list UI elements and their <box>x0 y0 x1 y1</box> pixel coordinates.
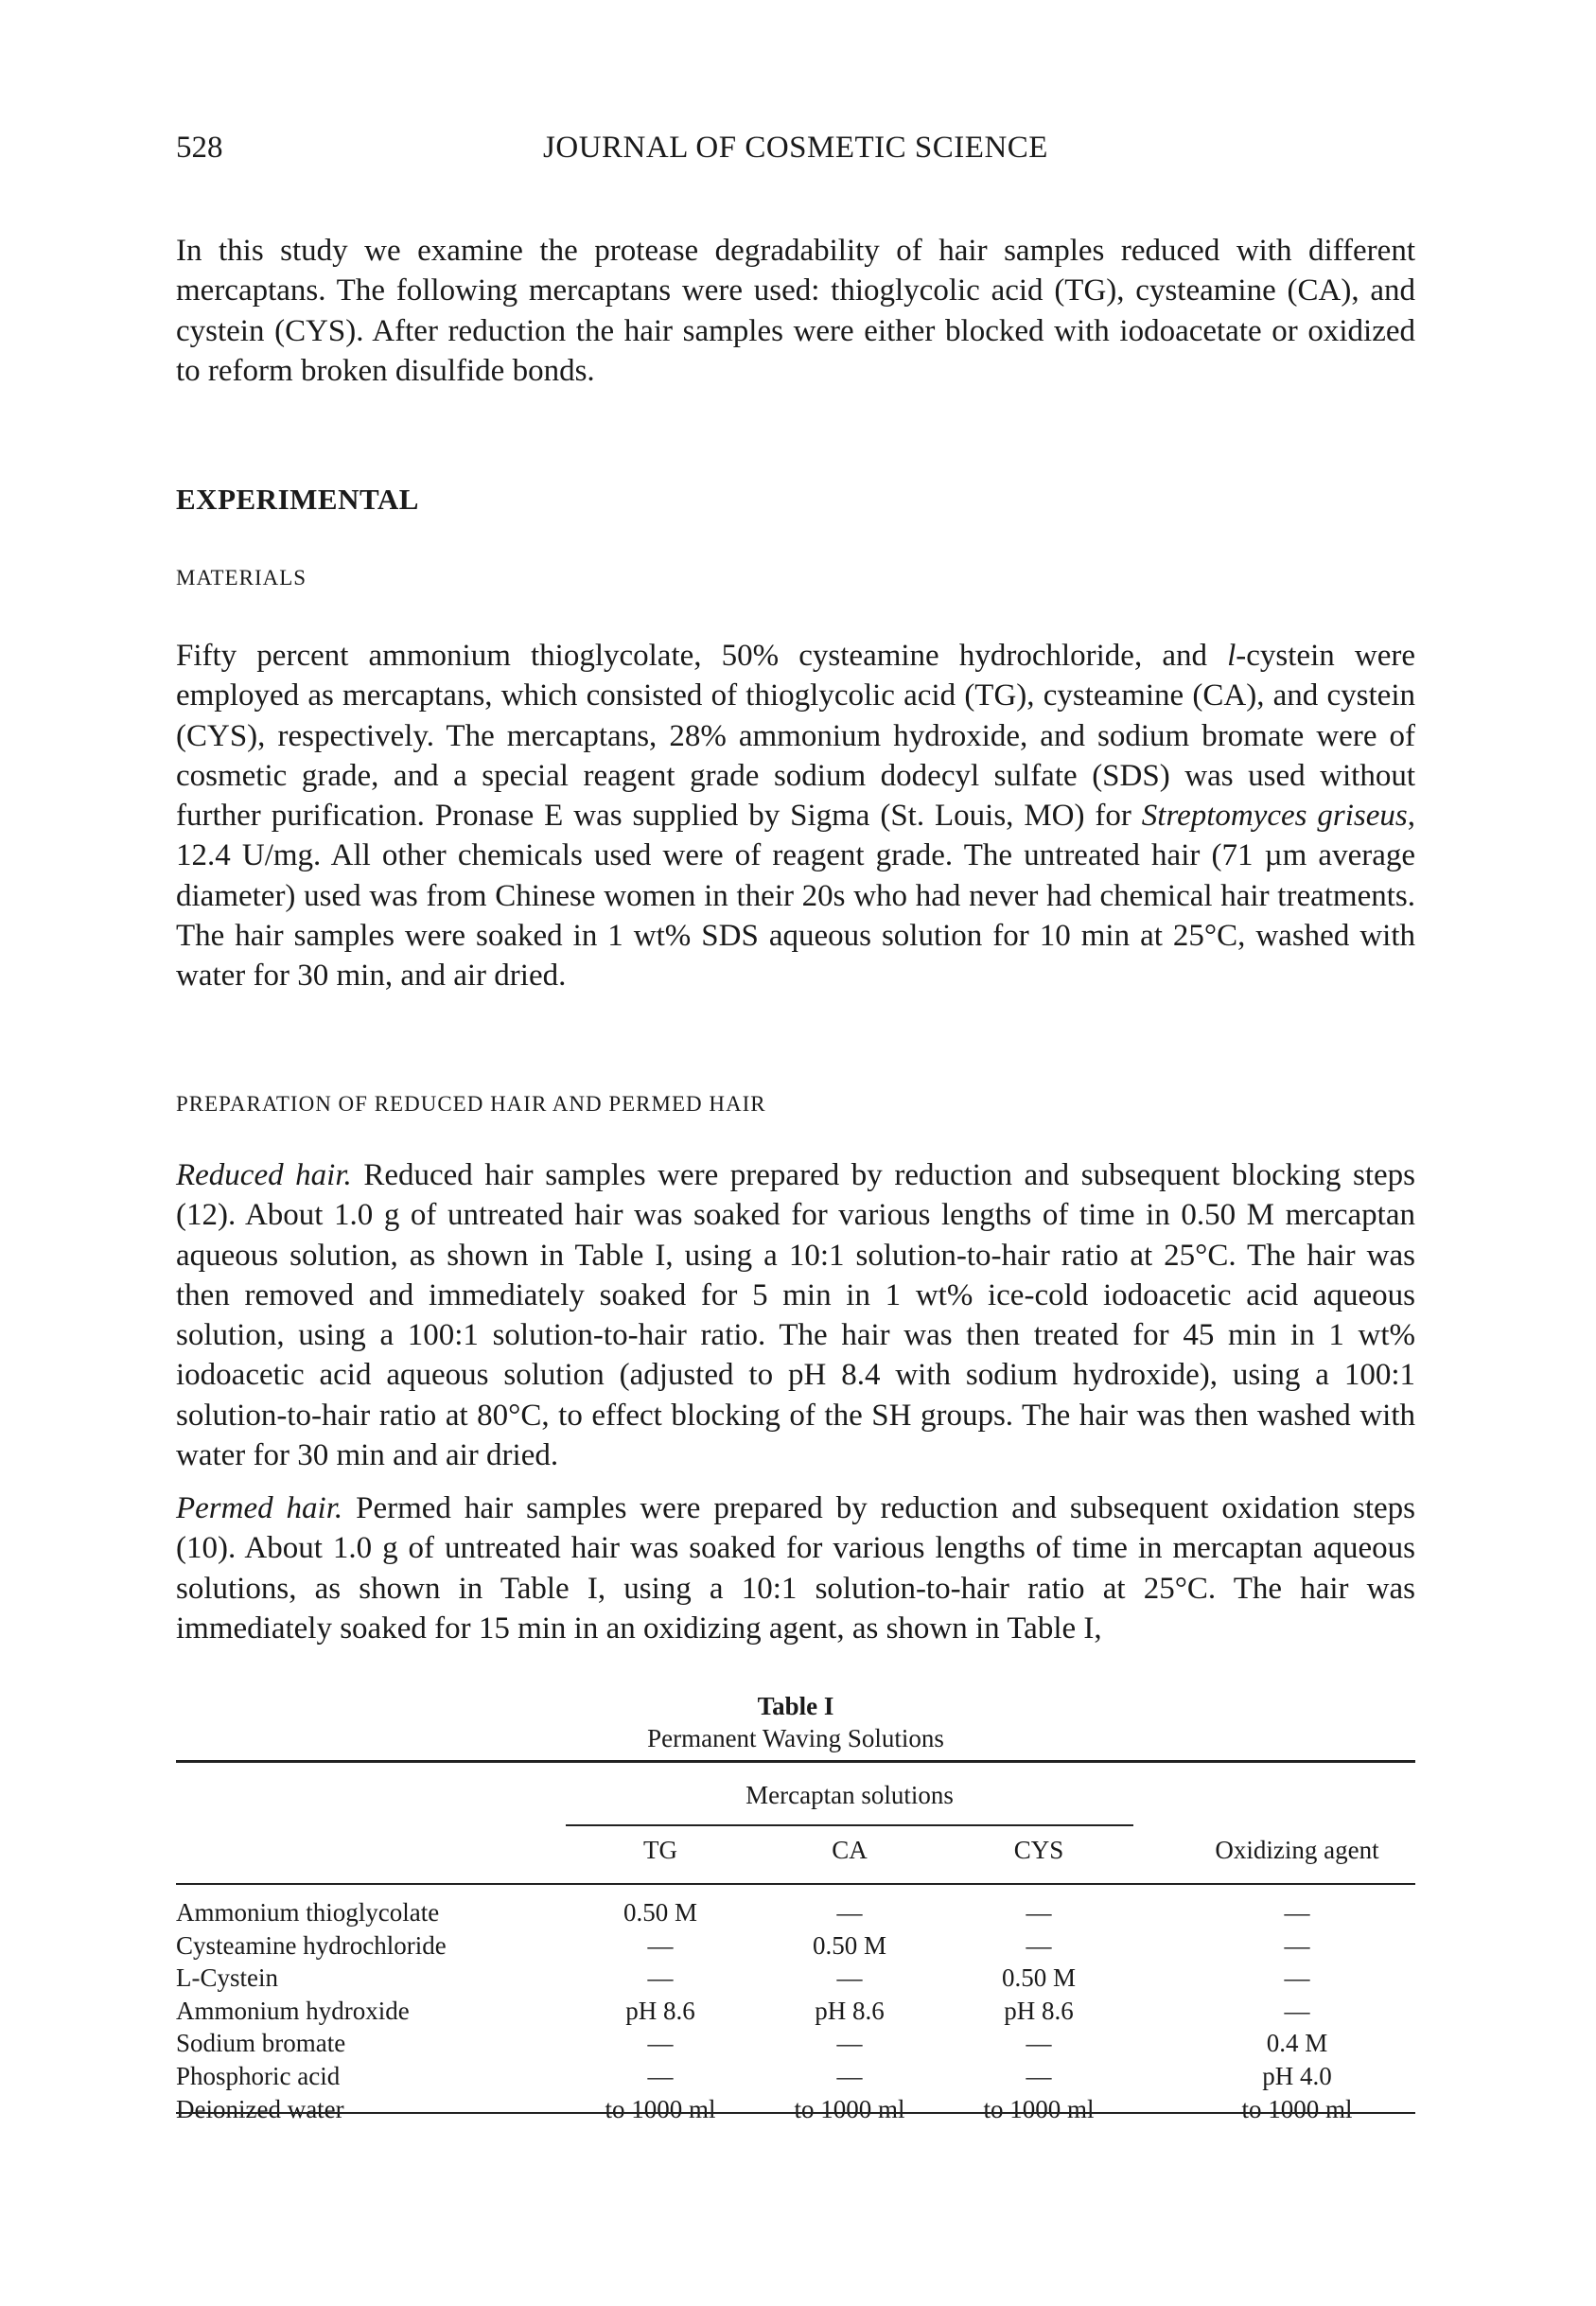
l-prefix: l <box>1227 639 1236 673</box>
column-header-ca: CA <box>832 1836 868 1864</box>
row-label: Ammonium thioglycolate <box>176 1898 440 1927</box>
table-cell: — <box>1026 2029 1052 2058</box>
reduced-hair-paragraph <box>176 1155 1415 1475</box>
table-group-header: Mercaptan solutions <box>745 1781 954 1809</box>
table-cell: — <box>1284 1930 1310 1960</box>
journal-title: JOURNAL OF COSMETIC SCIENCE <box>543 131 1048 165</box>
column-header-cys: CYS <box>1013 1836 1064 1864</box>
table-cell: to 1000 ml <box>794 2094 905 2123</box>
materials-paragraph <box>176 636 1415 996</box>
reduced-hair-runin: Reduced hair. <box>176 1158 352 1192</box>
materials-text-3: , 12.4 U/mg. All other chemicals used were of reagent grade. The untreated hair (71 µm average diameter) used was from Chinese women in their 20s who had never had chemical hair treatments. The hair samples were soaked in 1 wt% SDS aqueous solution for 10 min at 25°C, washed with water for 30 min, and air dried. <box>176 799 1415 994</box>
table-cell: pH 8.6 <box>1004 1996 1074 2025</box>
table-cell: 0.50 M <box>812 1930 886 1960</box>
row-label: Ammonium hydroxide <box>176 1996 410 2025</box>
table-row <box>176 1929 1415 1963</box>
table-cell: — <box>647 1963 674 1993</box>
species-name: Streptomyces griseus <box>1141 799 1408 834</box>
reduced-hair-text: Reduced hair samples were prepared by reduction and subsequent blocking steps (12). About 1.0 g of untreated hair was soaked for various lengths of time in 0.50 M mercaptan aqueous solution, as shown in Table I, using a 10:1 solution-to-hair ratio at 25°C. The hair was then removed and immediately soaked for 5 min in 1 wt% ice-cold iodoacetic acid aqueous solution, using a 100:1 solution-to-hair ratio. The hair was then treated for 45 min in 1 wt% iodoacetic acid aqueous solution (adjusted to pH 8.4 with sodium hydroxide), using a 100:1 solution-to-hair ratio at 80°C, to effect blocking of the SH groups. The hair was then washed with water for 30 min and air dried. <box>176 1158 1416 1473</box>
table-cell: to 1000 ml <box>1241 2094 1353 2123</box>
table-caption <box>176 1690 1415 1754</box>
running-header <box>176 131 1415 168</box>
table-body <box>176 1896 1415 2125</box>
table-cell: — <box>836 2061 863 2090</box>
table-cell: 0.50 M <box>623 1898 697 1927</box>
table-cell: — <box>1284 1963 1310 1993</box>
table-cell: — <box>1284 1898 1310 1927</box>
permed-hair-text: Permed hair samples were prepared by reduction and subsequent oxidation steps (10). About 1.0 g of untreated hair was soaked for various lengths of time in mercaptan aqueous solutions, as shown in Table I, using a 10:1 solution-to-hair ratio at 25°C. The hair was immediately soaked for 15 min in an oxidizing agent, as shown in Table I, <box>176 1491 1415 1646</box>
row-label: Cysteamine hydrochloride <box>176 1930 447 1960</box>
table-bottom-rule <box>176 2112 1415 2114</box>
table-row <box>176 2060 1415 2093</box>
row-label: Phosphoric acid <box>176 2061 341 2090</box>
permed-hair-runin: Permed hair. <box>176 1491 343 1525</box>
section-heading-experimental: EXPERIMENTAL <box>176 483 419 516</box>
materials-text-1: Fifty percent ammonium thioglycolate, 50% cysteamine hydrochloride, and <box>176 639 1228 673</box>
table-subtitle: Permanent Waving Solutions <box>647 1724 944 1752</box>
table-cell: pH 8.6 <box>815 1996 885 2025</box>
row-label: L-Cystein <box>176 1963 278 1993</box>
table-row <box>176 1962 1415 1995</box>
table-cell: — <box>836 2029 863 2058</box>
table-cell: 0.4 M <box>1266 2029 1328 2058</box>
column-header-tg: TG <box>643 1836 677 1864</box>
table-cell: to 1000 ml <box>983 2094 1095 2123</box>
table-cell: — <box>647 1930 674 1960</box>
page-number: 528 <box>176 131 223 165</box>
permed-hair-paragraph <box>176 1488 1415 1648</box>
table-cell: — <box>1284 1996 1310 2025</box>
table-cell: — <box>647 2029 674 2058</box>
table-title: Table I <box>757 1692 834 1720</box>
materials-text-2: -cystein were employed as mercaptans, which consisted of thioglycolic acid (TG), cysteamine (CA), and cystein (CYS), respectively. The mercaptans, 28% ammonium hydroxide, and sodium bromate were of cosmetic grade, and a special reagent grade sodium dodecyl sulfate (SDS) was used without further purification. Pronase E was supplied by Sigma (St. Louis, MO) for <box>176 639 1415 834</box>
intro-paragraph: In this study we examine the protease degradability of hair samples reduced with different mercaptans. The following mercaptans were used: thioglycolic acid (TG), cysteamine (CA), and cystein (CYS). After reduction the hair samples were either blocked with iodoacetate or oxidized to reform broken disulfide bonds. <box>176 234 1415 388</box>
table-cell: — <box>1026 1898 1052 1927</box>
table-top-rule <box>176 1760 1415 1763</box>
table-row <box>176 2093 1415 2126</box>
table-cell: pH 8.6 <box>625 1996 695 2025</box>
table-cell: 0.50 M <box>1001 1963 1076 1993</box>
table-cell: — <box>1026 2061 1052 2090</box>
table-cell: pH 4.0 <box>1262 2061 1332 2090</box>
table-row <box>176 1896 1415 1929</box>
subsection-heading-materials: MATERIALS <box>176 566 307 590</box>
row-label: Sodium bromate <box>176 2029 346 2058</box>
table-header-rule <box>176 1883 1415 1885</box>
table-cell: — <box>836 1963 863 1993</box>
column-header-oxidizing-agent: Oxidizing agent <box>1215 1836 1379 1864</box>
subsection-heading-preparation: PREPARATION OF REDUCED HAIR AND PERMED HAIR <box>176 1092 766 1116</box>
row-label: Deionized water <box>176 2094 344 2123</box>
table-row <box>176 1995 1415 2028</box>
table-cell: to 1000 ml <box>605 2094 716 2123</box>
table-cell: — <box>836 1898 863 1927</box>
table-cell: — <box>1026 1930 1052 1960</box>
table-group-rule <box>566 1824 1133 1826</box>
table-cell: — <box>647 2061 674 2090</box>
table-row <box>176 2027 1415 2060</box>
